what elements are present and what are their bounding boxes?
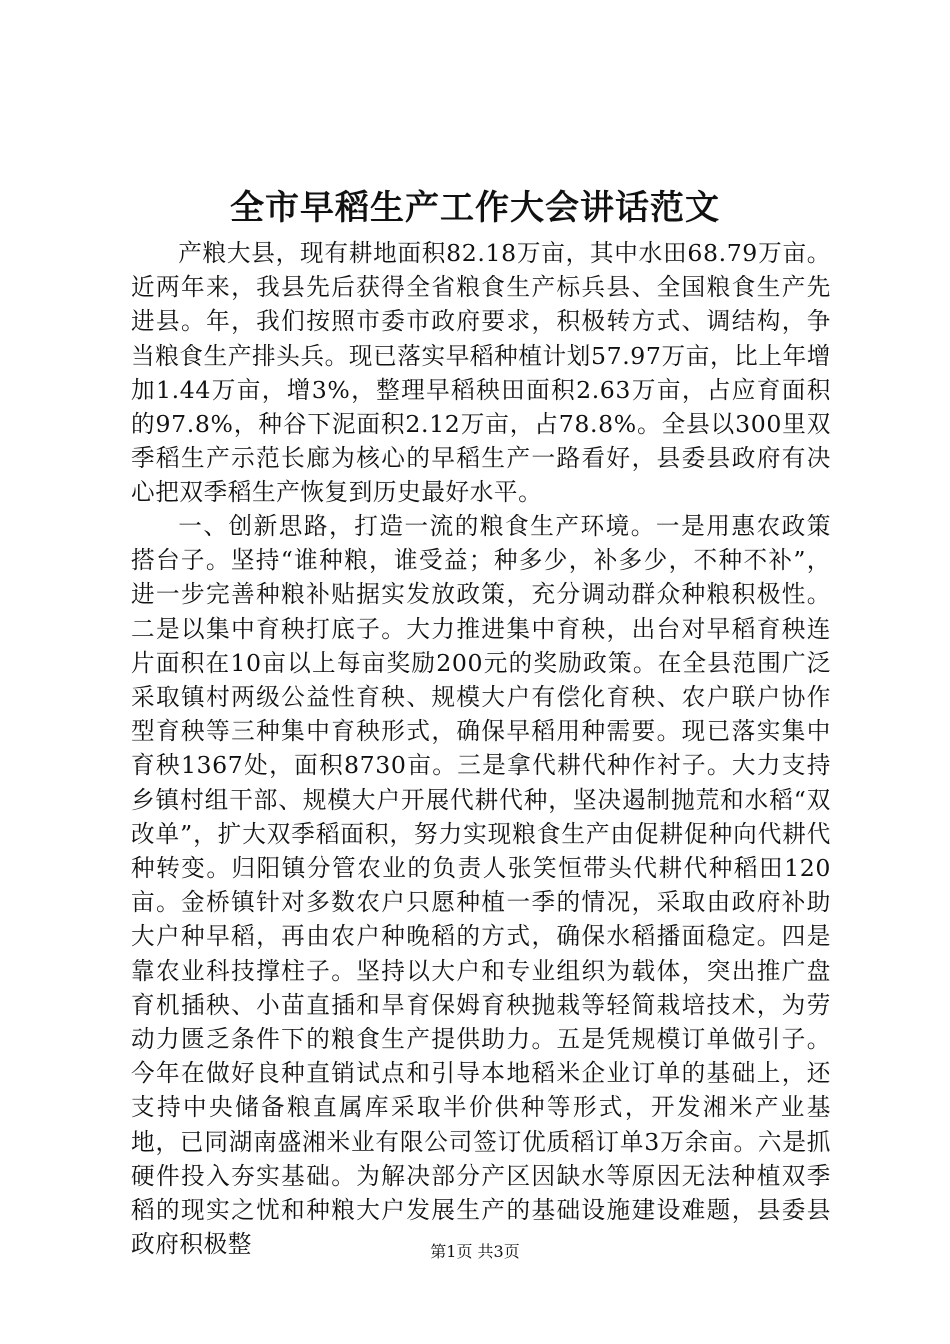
body-paragraph-2: 一、创新思路，打造一流的粮食生产环境。一是用惠农政策搭台子。坚持“谁种粮，谁受益；种多少，补多少，不种不补”，进一步完善种粮补贴据实发放政策，充分调动群众种粮积极性。二是以集中育秧打底子。大力推进集中育秧，出台对早稻育秧连片面积在10亩以上每亩奖励200元的奖励政策。在全县范围广泛采取镇村两级公益性育秧、规模大户有偿化育秧、农户联户协作型育秧等三种集中育秧形式，确保早稻用种需要。现已落实集中育秧1367处，面积8730亩。三是拿代耕代种作衬子。大力支持乡镇村组干部、规模大户开展代耕代种，坚决遏制抛荒和水稻“双改单”，扩大双季稻面积，努力实现粮食生产由促耕促种向代耕代种转变。归阳镇分管农业的负责人张笑恒带头代耕代种稻田120亩。金桥镇针对多数农户只愿种植一季的情况，采取由政府补助大户种早稻，再由农户种晚稻的方式，确保水稻播面稳定。四是靠农业科技撑柱子。坚持以大户和专业组织为载体，突出推广盘育机插秧、小苗直插和旱育保姆育秧抛栽等轻简栽培技术，为劳动力匮乏条件下的粮食生产提供助力。五是凭规模订单做引子。今年在做好良种直销试点和引导本地稻米企业订单的基础上，还支持中央储备粮直属库采取半价供种等形式，开发湘米产业基地，已同湖南盛湘米业有限公司签订优质稻订单3万余亩。六是抓硬件投入夯实基础。为解决部分产区因缺水等原因无法种植双季稻的现实之忧和种粮大户发展生产的基础设施建设难题，县委县政府积极整: [131, 512, 831, 1259]
body-paragraph-1: 产粮大县，现有耕地面积82.18万亩，其中水田68.79万亩。近两年来，我县先后获得全省粮食生产标兵县、全国粮食生产先进县。年，我们按照市委市政府要求，积极转方式、调结构，争当粮食生产排头兵。现已落实早稻种植计划57.97万亩，比上年增加1.44万亩，增3%，整理早稻秧田面积2.63万亩，占应育面积的97.8%，种谷下泥面积2.12万亩，占78.8%。全县以300里双季稻生产示范长廊为核心的早稻生产一路看好，县委县政府有决心把双季稻生产恢复到历史最好水平。: [131, 239, 831, 507]
page-number-footer: 第1页 共3页: [430, 1242, 520, 1261]
document-title: 全市早稻生产工作大会讲话范文: [230, 188, 720, 228]
